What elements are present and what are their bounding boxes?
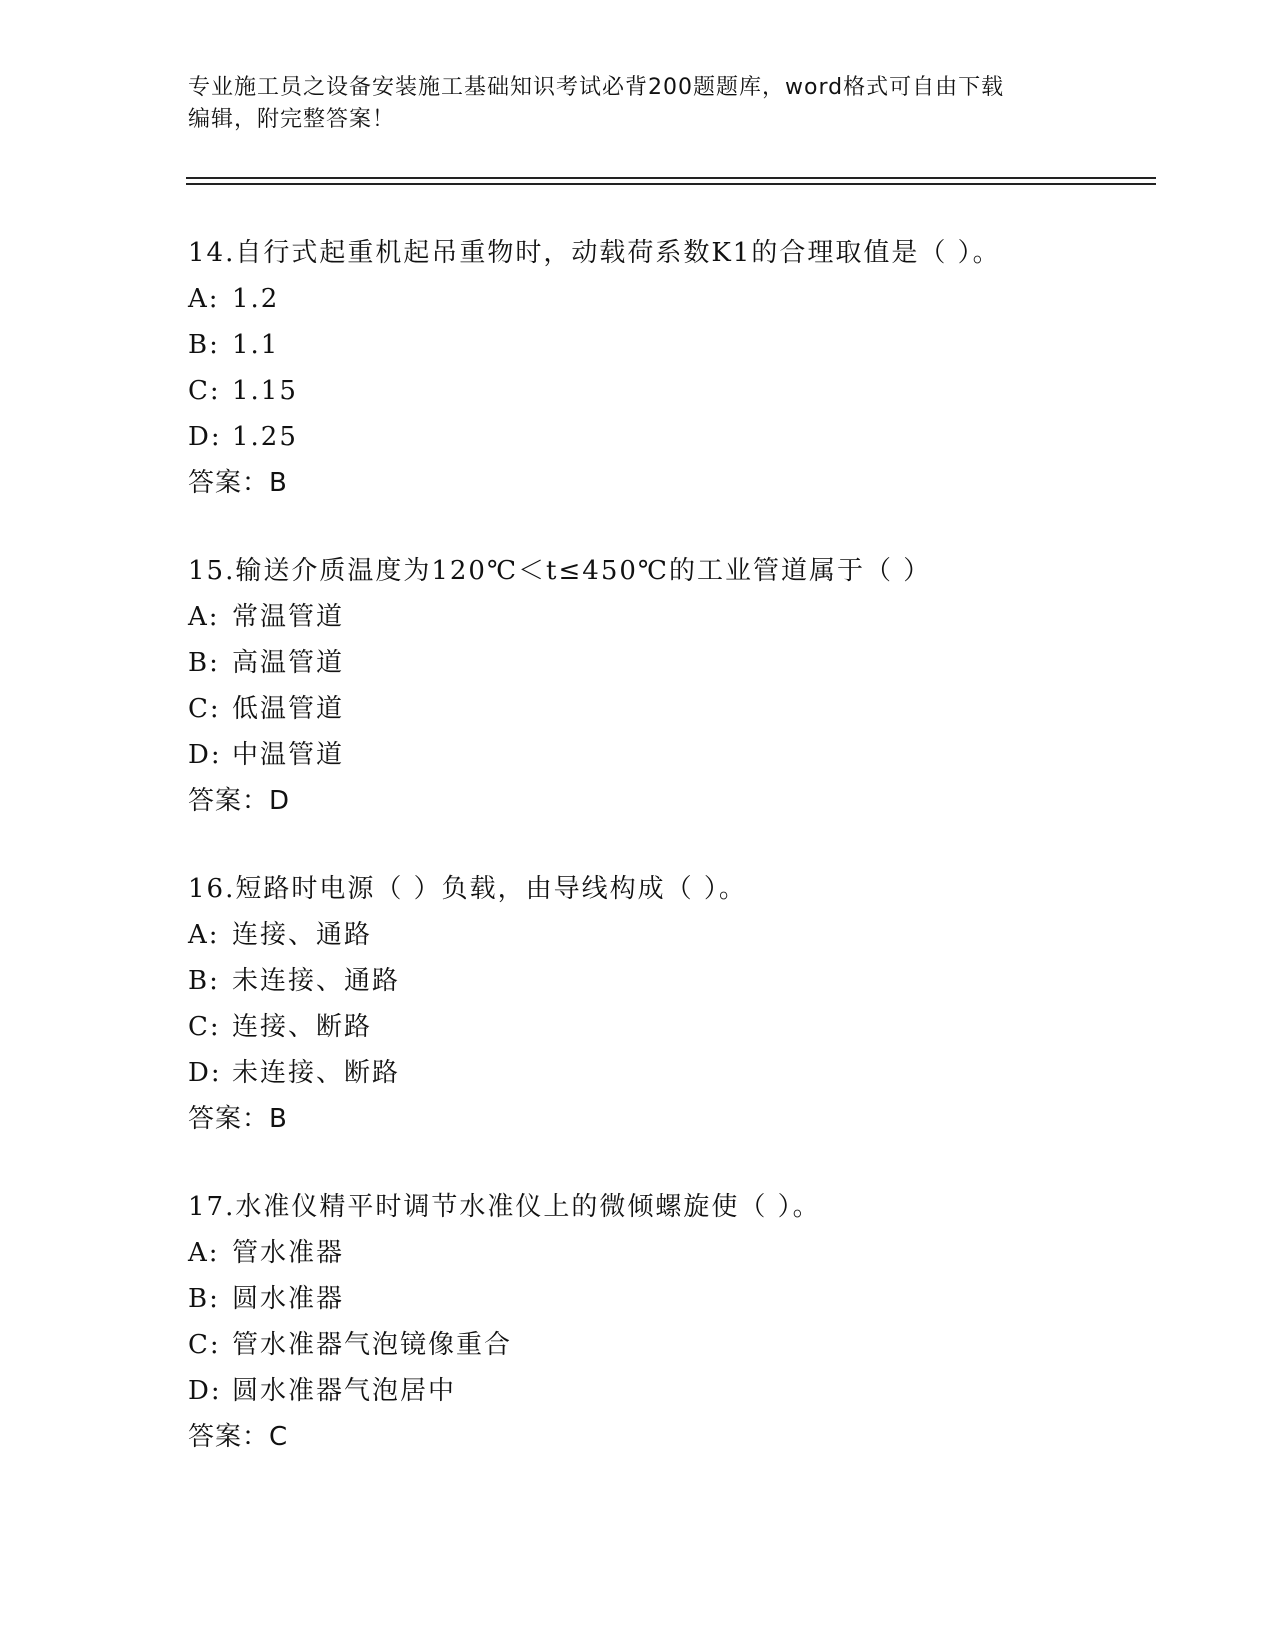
question-15	[188, 548, 1188, 824]
option-key: D:	[188, 1376, 222, 1406]
option-text: 中温管道	[232, 740, 345, 770]
option-text: 1.15	[232, 376, 298, 406]
option-d	[188, 732, 1188, 778]
answer-line: 答案：D	[188, 786, 291, 816]
option-key: A:	[188, 1238, 220, 1268]
option-c	[188, 368, 1188, 414]
option-key: D:	[188, 422, 222, 452]
document-header	[188, 72, 1088, 136]
option-text: 管水准器气泡镜像重合	[232, 1330, 513, 1360]
option-key: C:	[188, 1330, 221, 1360]
header-line-2: 编辑，附完整答案！	[188, 107, 396, 132]
header-divider-bottom	[186, 183, 1156, 185]
option-a	[188, 1230, 1188, 1276]
answer-line: 答案：C	[188, 1422, 289, 1452]
option-key: C:	[188, 1012, 221, 1042]
option-key: C:	[188, 694, 221, 724]
option-key: A:	[188, 920, 220, 950]
option-key: A:	[188, 602, 220, 632]
option-key: A:	[188, 284, 220, 314]
option-text: 未连接、通路	[232, 966, 401, 996]
option-text: 连接、通路	[232, 920, 373, 950]
option-a	[188, 912, 1188, 958]
option-text: 常温管道	[232, 602, 345, 632]
option-key: D:	[188, 1058, 222, 1088]
option-text: 低温管道	[232, 694, 345, 724]
question-stem: 17.水准仪精平时调节水准仪上的微倾螺旋使（ ）。	[188, 1192, 821, 1222]
option-b	[188, 640, 1188, 686]
option-key: D:	[188, 740, 222, 770]
option-text: 1.1	[232, 330, 280, 360]
header-line-1: 专业施工员之设备安装施工基础知识考试必背200题题库，word格式可自由下载	[188, 75, 1005, 100]
answer-line: 答案：B	[188, 468, 288, 498]
question-14	[188, 230, 1188, 506]
option-text: 1.25	[232, 422, 298, 452]
header-divider-top	[186, 177, 1156, 179]
option-b	[188, 322, 1188, 368]
option-b	[188, 1276, 1188, 1322]
option-a	[188, 594, 1188, 640]
question-stem: 15.输送介质温度为120℃＜t≤450℃的工业管道属于（ ）	[188, 556, 932, 586]
option-text: 未连接、断路	[232, 1058, 401, 1088]
question-16	[188, 866, 1188, 1142]
question-17	[188, 1184, 1188, 1460]
answer-line: 答案：B	[188, 1104, 288, 1134]
option-d	[188, 414, 1188, 460]
option-text: 高温管道	[232, 648, 345, 678]
option-a	[188, 276, 1188, 322]
question-stem: 14.自行式起重机起吊重物时，动载荷系数K1的合理取值是（ ）。	[188, 238, 1001, 268]
option-d	[188, 1368, 1188, 1414]
option-text: 连接、断路	[232, 1012, 373, 1042]
option-text: 圆水准器	[232, 1284, 345, 1314]
option-b	[188, 958, 1188, 1004]
option-d	[188, 1050, 1188, 1096]
option-c	[188, 1004, 1188, 1050]
option-c	[188, 686, 1188, 732]
option-text: 1.2	[232, 284, 280, 314]
question-stem: 16.短路时电源（ ）负载，由导线构成（ ）。	[188, 874, 747, 904]
option-c	[188, 1322, 1188, 1368]
option-text: 管水准器	[232, 1238, 345, 1268]
option-key: B:	[188, 648, 220, 678]
option-key: B:	[188, 966, 220, 996]
option-key: C:	[188, 376, 221, 406]
option-key: B:	[188, 1284, 220, 1314]
option-key: B:	[188, 330, 220, 360]
option-text: 圆水准器气泡居中	[232, 1376, 457, 1406]
